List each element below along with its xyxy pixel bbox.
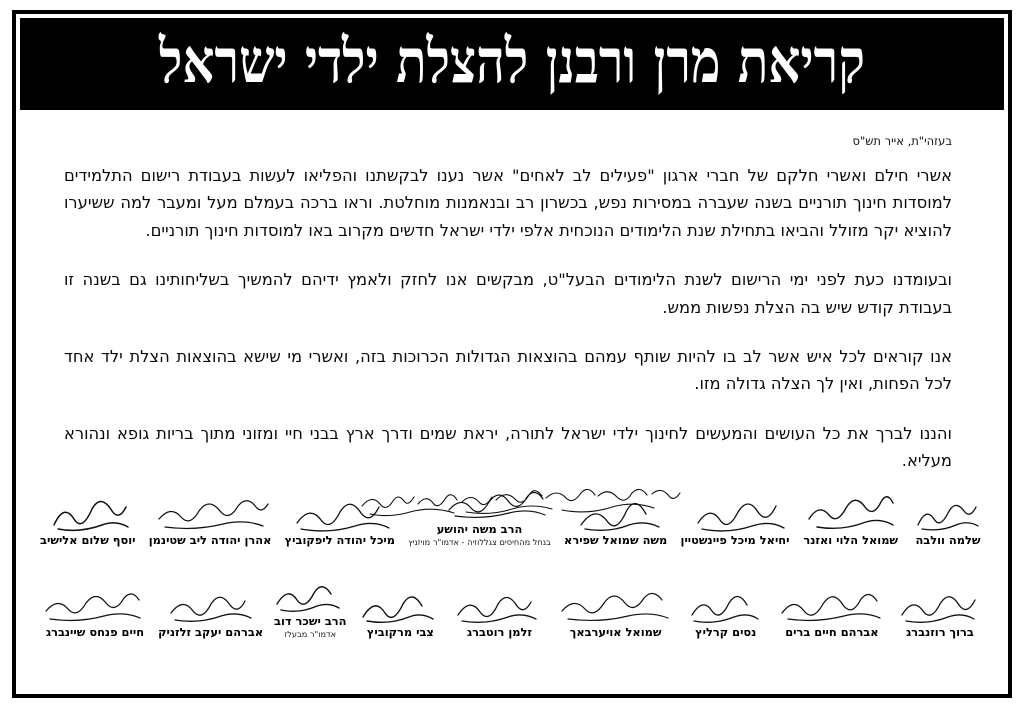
signature-name: חיים פנחס שיינברג (46, 625, 145, 640)
signature-entry (910, 495, 986, 547)
signature-name: נסים קרליץ (695, 625, 757, 640)
signature-row (38, 484, 986, 547)
signature-name: יוסף שלום אלישיב (40, 533, 136, 548)
signature-scribble-icon (149, 495, 272, 533)
signature-subtitle: בנחל מהחיסים צגללוזיה - אדמו"ר מויזניץ (408, 537, 551, 548)
signature-scribble-icon (556, 587, 676, 625)
signature-scribble-icon (158, 587, 263, 625)
signature-scribble-icon (452, 587, 548, 625)
poster-frame (12, 10, 1012, 698)
page-title: קריאת מרן ורבנן להצלת ילדי ישראל (159, 24, 865, 97)
signature-scribble-icon (912, 495, 984, 533)
signature-name: זלמן רוטברג (467, 625, 532, 640)
letter-body (20, 110, 1004, 690)
signature-entry (156, 587, 265, 639)
signature-scribble-icon (408, 484, 551, 522)
signature-scribble-icon (896, 587, 984, 625)
signature-scribble-icon (684, 587, 768, 625)
signature-name: אברהם חיים ברים (785, 625, 879, 640)
signature-scribble-icon (776, 587, 888, 625)
signature-entry (38, 587, 152, 639)
signature-entry (406, 484, 553, 547)
headline-banner (20, 18, 1004, 110)
signature-scribble-icon (285, 495, 395, 533)
signature-name: ברוך רוזנברג (906, 625, 974, 640)
signature-name: אהרן יהודה ליב שטינמן (148, 533, 272, 548)
signature-name: הרב ישכר דוב (274, 614, 347, 628)
signature-entry (283, 495, 397, 547)
signature-subtitle: אדמו"ר מבעלז (284, 629, 337, 640)
signature-scribble-icon (357, 587, 443, 625)
signature-entry (450, 587, 550, 639)
signature-name: צבי מרקוביץ (366, 625, 434, 640)
signature-name: שמואל הלוי ואזנר (803, 533, 899, 548)
signature-scribble-icon (40, 587, 150, 625)
signature-name: משה שמואל שפירא (564, 533, 668, 548)
signature-entry (147, 495, 274, 547)
signature-name: שמואל אויערבאך (569, 625, 662, 640)
signature-entry (682, 587, 770, 639)
signature-entry (38, 495, 137, 547)
signature-row (38, 576, 986, 639)
signature-scribble-icon (803, 495, 899, 533)
signature-scribble-icon (271, 576, 349, 614)
letter-paragraph-1: אשרי חילם ואשרי חלקם של חברי ארגון "פעילים לב לאחים" אשר נענו לבקשתנו והפליאו לעשות בעבודת רישום התלמידים למוסדות חינוך תורניים בשנה שעברה במסירות נפש, בכשרון רב ובנאמנות מוחלטת. וראו ברכה בעמלם מעל ומעבר למה ששיערו להוציא יקר מזולל והביאו בתחילת שנת הלימודים הנוכחית אלפי ילדי ישראל חדשים מקרוב באו למוסדות חינוך תורניים. (64, 166, 952, 240)
signature-name: אברהם יעקב זלזניק (158, 625, 264, 640)
letter-paragraph-2: ובעומדנו כעת לפני ימי הרישום לשנת הלימודים הבעל"ט, מבקשים אנו לחזק ולאמץ ידיהם להמשיך בשליחותינו גם בשנה זו בעבודת קודש שיש בה הצלת נפשות ממש. (64, 270, 952, 317)
signature-name: יחיאל מיכל פיינשטיין (680, 533, 790, 548)
signature-name: הרב משה יהושע (436, 522, 523, 536)
signature-entry (894, 587, 986, 639)
signature-entry (774, 587, 890, 639)
signature-entry (679, 495, 792, 547)
signature-entry (355, 587, 445, 639)
signature-entry (269, 576, 351, 639)
signature-entry (801, 495, 901, 547)
letter-paragraph-4: והננו לברך את כל העושים והמעשים לחינוך ילדי ישראל לתורה, יראת שמים ודרך ארץ בבני חיי ומזוני מתוך בריות גופא ונהורא מעליא. (64, 423, 952, 470)
signature-scribble-icon (681, 495, 790, 533)
signature-name: שלמה וולבה (915, 533, 981, 548)
signature-entry (562, 495, 669, 547)
letter-paragraph-3: אנו קוראים לכל איש אשר לב בו להיות שותף עמהם בהוצאות הגדולות הכרוכות בזה, ואשרי מי שישא בהוצאות הצלת ילד אחד לכל הפחות, ואין לך הצלה גדולה מזו. (64, 346, 952, 394)
signature-entry (554, 587, 678, 639)
date-stamp: בעזהי"ת, אייר תש"ס (852, 134, 952, 148)
signature-block (38, 484, 986, 684)
signature-name: מיכל יהודה ליפקוביץ (284, 533, 395, 548)
letter-text (64, 162, 952, 474)
signature-scribble-icon (40, 495, 135, 533)
signature-scribble-icon (564, 495, 667, 533)
